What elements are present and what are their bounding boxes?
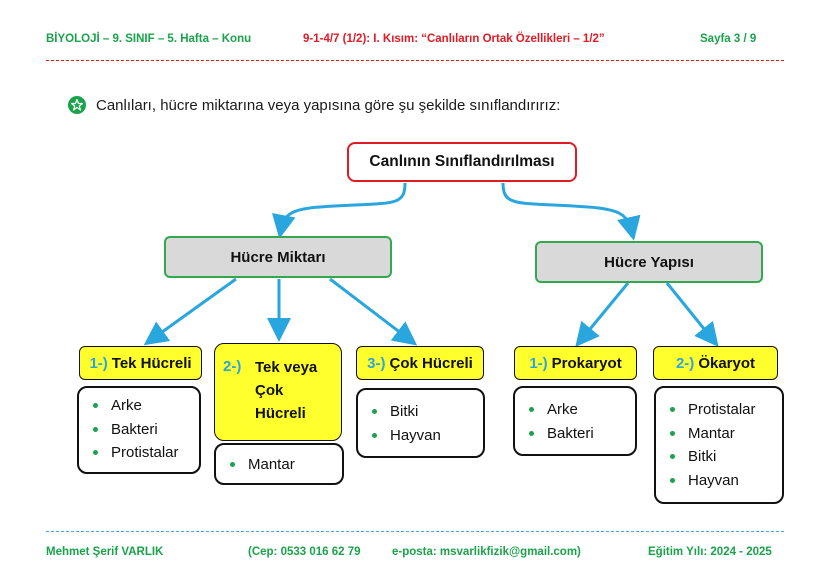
list-item: Hayvan bbox=[372, 424, 483, 448]
branch-hucre-yapisi: Hücre Yapısı bbox=[535, 241, 763, 283]
header-subject: BİYOLOJİ – 9. SINIF – 5. Hafta – Konu bbox=[46, 33, 252, 45]
footer-email: e-posta: msvarlikfizik@gmail.com) bbox=[392, 546, 581, 558]
footer-phone: (Cep: 0533 016 62 79 bbox=[248, 546, 361, 558]
list-item: Bitki bbox=[670, 445, 782, 469]
footer-year: Eğitim Yılı: 2024 - 2025 bbox=[648, 546, 772, 558]
list-item: Arke bbox=[93, 394, 199, 418]
branch-hucre-miktari: Hücre Miktarı bbox=[164, 236, 392, 278]
list-item: Mantar bbox=[670, 422, 782, 446]
intro-text: Canlıları, hücre miktarına veya yapısına göre şu şekilde sınıflandırırız: bbox=[96, 96, 561, 114]
arrow-yapisi-to-prokaryot bbox=[581, 283, 628, 340]
list-item: Arke bbox=[529, 398, 635, 422]
list-item: Hayvan bbox=[670, 469, 782, 493]
group-cok-hucreli-title: 3-) Çok Hücreli bbox=[356, 346, 484, 380]
group-tek-veya-cok-list bbox=[214, 443, 344, 485]
group-prokaryot-list bbox=[513, 386, 637, 456]
footer-divider bbox=[46, 531, 784, 532]
arrow-miktar-to-tek bbox=[151, 279, 236, 340]
group-cok-hucreli-list bbox=[356, 388, 485, 458]
list-item: Bakteri bbox=[529, 422, 635, 446]
arrow-yapisi-to-okaryot bbox=[667, 283, 713, 340]
list-item: Bakteri bbox=[93, 418, 199, 442]
root-node: Canlının Sınıflandırılması bbox=[347, 142, 577, 182]
arrow-root-to-yapisi bbox=[503, 183, 632, 232]
group-okaryot-title: 2-) Ökaryot bbox=[653, 346, 778, 380]
arrow-root-to-miktar bbox=[281, 183, 405, 230]
group-prokaryot-title: 1-) Prokaryot bbox=[514, 346, 637, 380]
list-item: Protistalar bbox=[670, 398, 782, 422]
arrow-miktar-to-cok bbox=[330, 279, 410, 340]
header-page: Sayfa 3 / 9 bbox=[700, 33, 757, 45]
group-tek-veya-cok-title: 2-) Tek veya Çok Hücreli bbox=[214, 343, 342, 441]
list-item: Bitki bbox=[372, 400, 483, 424]
group-tek-hucreli-title: 1-) Tek Hücreli bbox=[79, 346, 202, 380]
group-okaryot-list bbox=[654, 386, 784, 504]
footer-author: Mehmet Şerif VARLIK bbox=[46, 546, 164, 558]
list-item: Mantar bbox=[230, 453, 342, 477]
group-tek-hucreli-list bbox=[77, 386, 201, 474]
header-topic: 9-1-4/7 (1/2): I. Kısım: “Canlıların Ortak Özellikleri – 1/2” bbox=[303, 33, 605, 45]
list-item: Protistalar bbox=[93, 441, 199, 465]
